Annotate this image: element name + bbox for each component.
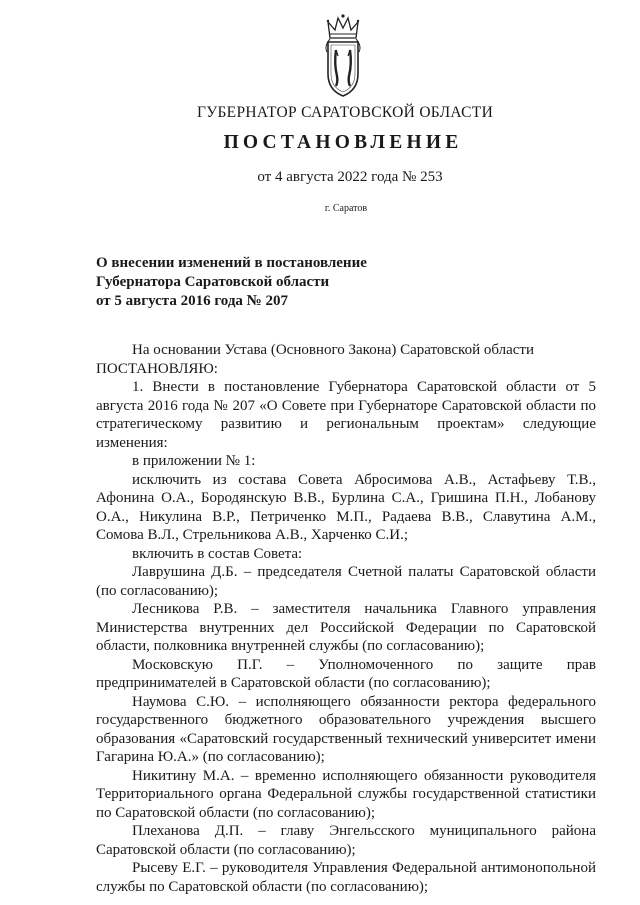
member-paragraph: Плеханова Д.П. – главу Энгельсского муниципального района Саратовской области (по согласованию); [96,823,596,858]
document-body [96,341,596,896]
document-type: ПОСТАНОВЛЕНИЕ [223,132,463,153]
include-paragraph: включить в состав Совета: [132,545,303,562]
member-paragraph: Наумова С.Ю. – исполняющего обязанности ректора федерального государственного бюджетного образовательного учреждения высшего образования «Саратовский государственный технический университет имени Гагарина Ю.А.» (по согласованию); [96,693,596,765]
document-subject [96,254,436,311]
member-paragraph: Рысеву Е.Г. – руководителя Управления Федеральной антимонопольной службы по Саратовской области (по согласованию); [96,860,596,895]
issuer-title: ГУБЕРНАТОР САРАТОВСКОЙ ОБЛАСТИ [196,104,494,121]
subject-line: Губернатора Саратовской области [96,274,330,290]
decree-word: ПОСТАНОВЛЯЮ: [96,360,218,377]
basis-paragraph: На основании Устава (Основного Закона) Саратовской области [132,342,535,358]
appendix-paragraph: в приложении № 1: [132,453,256,469]
member-paragraph: Московскую П.Г. – Уполномоченного по защите прав предпринимателей в Саратовской области (по согласованию); [96,656,596,691]
document-date-number: от 4 августа 2022 года № 253 [257,169,443,185]
saratov-coat-of-arms-icon [321,12,365,100]
document-city: г. Саратов [324,203,368,214]
member-paragraph: Лесникова Р.В. – заместителя начальника Главного управления Министерства внутренних дел Российской Федерации по Саратовской области, полковника внутренней службы (по согласованию); [96,601,596,654]
item-1-paragraph: 1. Внести в постановление Губернатора Саратовской области от 5 августа 2016 года № 207 «О Совете при Губернаторе Саратовской области по стратегическому развитию и региональным проектам» следующие изменения: [96,379,596,451]
exclude-paragraph: исключить из состава Совета Абросимова А.В., Астафьеву Т.В., Афонина О.А., Бородянскую В.В., Бурлина С.А., Гришина П.Н., Лобанову О.А., Никулина В.Р., Петриченко М.П., Радаева В.В., Славутина А.М., Сомова В.Л., Стрельникова А.В., Харченко С.И.; [96,471,596,543]
subject-line: О внесении изменений в постановление [96,255,367,271]
member-paragraph: Никитину М.А. – временно исполняющего обязанности руководителя Территориального органа Федеральной службы государственной статистики по Саратовской области (по согласованию); [96,767,596,821]
member-paragraph: Лаврушина Д.Б. – председателя Счетной палаты Саратовской области (по согласованию); [96,564,596,599]
subject-line: от 5 августа 2016 года № 207 [96,293,288,309]
